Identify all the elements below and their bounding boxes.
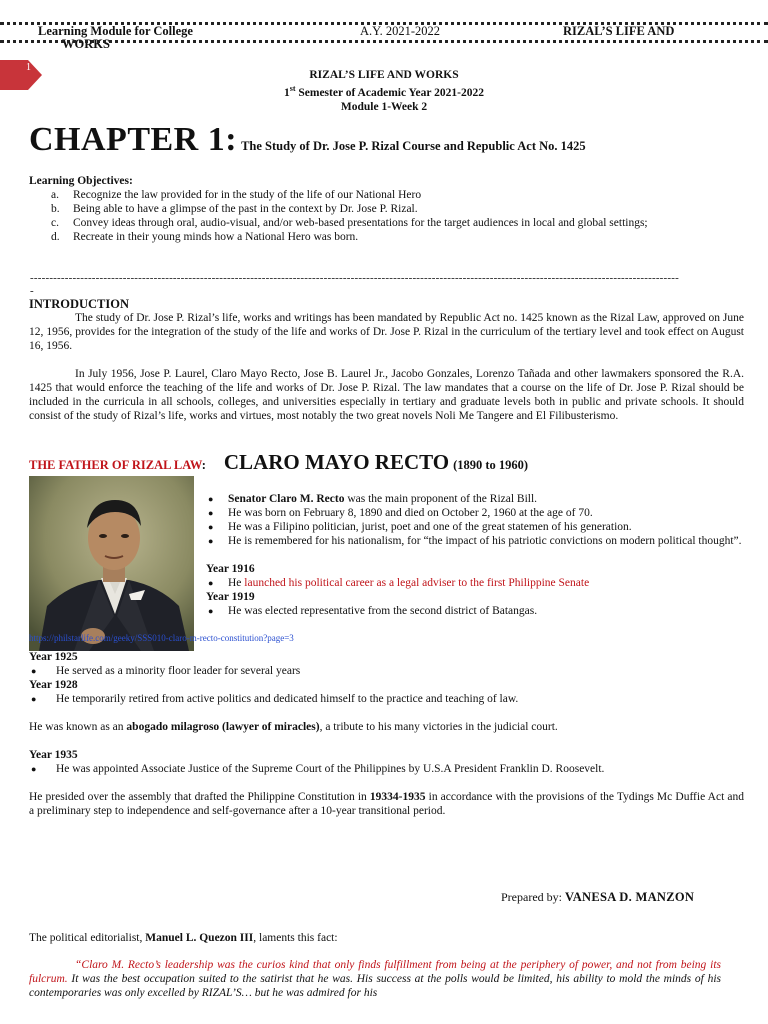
header-right: RIZAL’S LIFE AND xyxy=(563,24,675,38)
photo-source-link[interactable]: https://philstarlife.com/geeky/SSS010-claro-m-recto-constitution?page=3 xyxy=(29,633,294,643)
objectives-list xyxy=(29,188,741,244)
chapter-heading xyxy=(29,121,586,159)
year-1919-label: Year 1919 xyxy=(206,591,255,603)
year-1935-item: ● He was appointed Associate Justice of the Supreme Court of the Philippines by U.S.A President Franklin D. Roosevelt. xyxy=(31,763,605,775)
author-name: VANESA D. MANZON xyxy=(564,890,695,904)
objective-item: d. Recreate in their young minds how a National Hero was born. xyxy=(51,231,359,243)
bio-item: ● He was born on February 8, 1890 and died on October 2, 1960 at the age of 70. xyxy=(208,507,593,519)
bio-item: ● He was a Filipino politician, jurist, poet and one of the great statemen of his generation. xyxy=(208,521,632,533)
introduction-section xyxy=(29,297,744,423)
year-1916-list xyxy=(206,576,746,590)
intro-paragraph-2: In July 1956, Jose P. Laurel, Claro Mayo Recto, Jose B. Laurel Jr., Jacobo Gonzales, Lorenzo Tañada and other lawmakers sponsored the R.A. 1425 that would enforce the teaching of the life and works of Dr. Jose P. Rizal. The law mandates that a course on the life of Dr. Jose P. Rizal should be included in the curricula in all schools, colleges, and universities especially in tertiary and graduate levels both in public and private schools. It should consist of the study of Rizal’s life, works and virtues, most notably the two great novels Noli Me Tangere and El Filibusterismo. xyxy=(29,368,744,422)
bio-bullets xyxy=(206,492,746,618)
year-1935-label: Year 1935 xyxy=(29,749,78,761)
prepared-by: Prepared by: VANESA D. MANZON xyxy=(501,890,695,904)
year-1925-list xyxy=(29,664,744,678)
quote-black-part: It was the best occupation suited to the satirist that he was. His success at the polls would be limited, his ability to mold the minds of his contemporaries was only excelled by RIZAL’S… but he was admired for his xyxy=(29,973,721,999)
recto-years: (1890 to 1960) xyxy=(453,458,529,472)
quezon-quote xyxy=(29,958,721,1000)
objectives-heading: Learning Objectives: xyxy=(29,175,133,187)
year-1925-label: Year 1925 xyxy=(29,651,78,663)
recto-portrait xyxy=(29,476,194,651)
title-block xyxy=(0,68,768,114)
quote-red-part: “Claro M. Recto’s leadership was the curios kind that only finds fulfillment from being at the periphery of power, and not from being its fulcrum. xyxy=(29,959,721,985)
editorial-line: The political editorialist, Manuel L. Quezon III, laments this fact: xyxy=(29,932,338,944)
chapter-subtitle: The Study of Dr. Jose P. Rizal Course and Republic Act No. 1425 xyxy=(241,139,586,153)
year-1935-list xyxy=(29,762,744,776)
presided-paragraph: He presided over the assembly that drafted the Philippine Constitution in 19334-1935 in accordance with the provisions of the Tydings Mc Duffie Act and a preliminary step to independence and self-governance after a 10-year transitional period. xyxy=(29,791,744,817)
title-line1: RIZAL’S LIFE AND WORKS xyxy=(309,69,459,81)
year-1928-item: ● He temporarily retired from active politics and dedicated himself to the practice and teaching of law. xyxy=(31,693,519,705)
year-1928-label: Year 1928 xyxy=(29,679,78,691)
header-bottom-border xyxy=(0,40,768,43)
objective-item: a. Recognize the law provided for in the study of the life of our National Hero xyxy=(51,189,422,201)
father-heading: THE FATHER OF RIZAL LAW: CLARO MAYO RECTO (1890 to 1960) xyxy=(29,450,529,474)
bio-item: ● He is remembered for his nationalism, for “the impact of his patriotic convictions on modern political thought”. xyxy=(208,535,742,547)
year-1916-label: Year 1916 xyxy=(206,563,255,575)
objective-item: b. Being able to have a glimpse of the past in the context by Dr. Jose P. Rizal. xyxy=(51,203,418,215)
bio-list xyxy=(206,492,746,548)
learning-objectives xyxy=(29,174,741,244)
father-label: THE FATHER OF RIZAL LAW xyxy=(29,458,202,472)
title-line3: Module 1-Week 2 xyxy=(340,100,428,113)
header-left: Learning Module for College xyxy=(38,24,193,38)
title-line2: 1st Semester of Academic Year 2021-2022 xyxy=(283,84,485,99)
bio-item: ● Senator Claro M. Recto was the main proponent of the Rizal Bill. xyxy=(208,493,538,505)
header-middle: A.Y. 2021-2022 xyxy=(360,24,440,38)
chapter-number: CHAPTER 1: xyxy=(29,121,238,158)
dashed-divider: ------------------------------------------------------------------------------------------------------------------------------------------------------------------------ xyxy=(30,272,679,284)
recto-name: CLARO MAYO RECTO xyxy=(223,450,450,474)
objective-item: c. Convey ideas through oral, audio-visual, and/or web-based presentations for the target audiences in local and global settings; xyxy=(51,217,648,229)
divider-tail: - xyxy=(30,285,34,297)
year-1928-list xyxy=(29,692,744,706)
introduction-heading: INTRODUCTION xyxy=(29,297,130,311)
page-number: 1 xyxy=(26,62,31,73)
year-1919-item: ● He was elected representative from the second district of Batangas. xyxy=(208,605,538,617)
year-1925-item: ● He served as a minority floor leader for several years xyxy=(31,665,301,677)
abogado-line: He was known as an abogado milagroso (lawyer of miracles), a tribute to his many victories in the judicial court. xyxy=(29,721,558,733)
year-1919-list xyxy=(206,604,746,618)
intro-paragraph-1: The study of Dr. Jose P. Rizal’s life, works and writings has been mandated by Republic Act no. 1425 known as the Rizal Law, approved on June 12, 1956, provides for the integration of the study of the life and works of Dr. Jose P. Rizal in the curriculum of the tertiary level and took effect on August 16, 1956. xyxy=(29,312,744,352)
career-years xyxy=(29,650,744,818)
year-1916-item: ● He launched his political career as a legal adviser to the first Philippine Senate xyxy=(208,577,590,589)
header-left-wrap: WORKS xyxy=(62,37,110,51)
